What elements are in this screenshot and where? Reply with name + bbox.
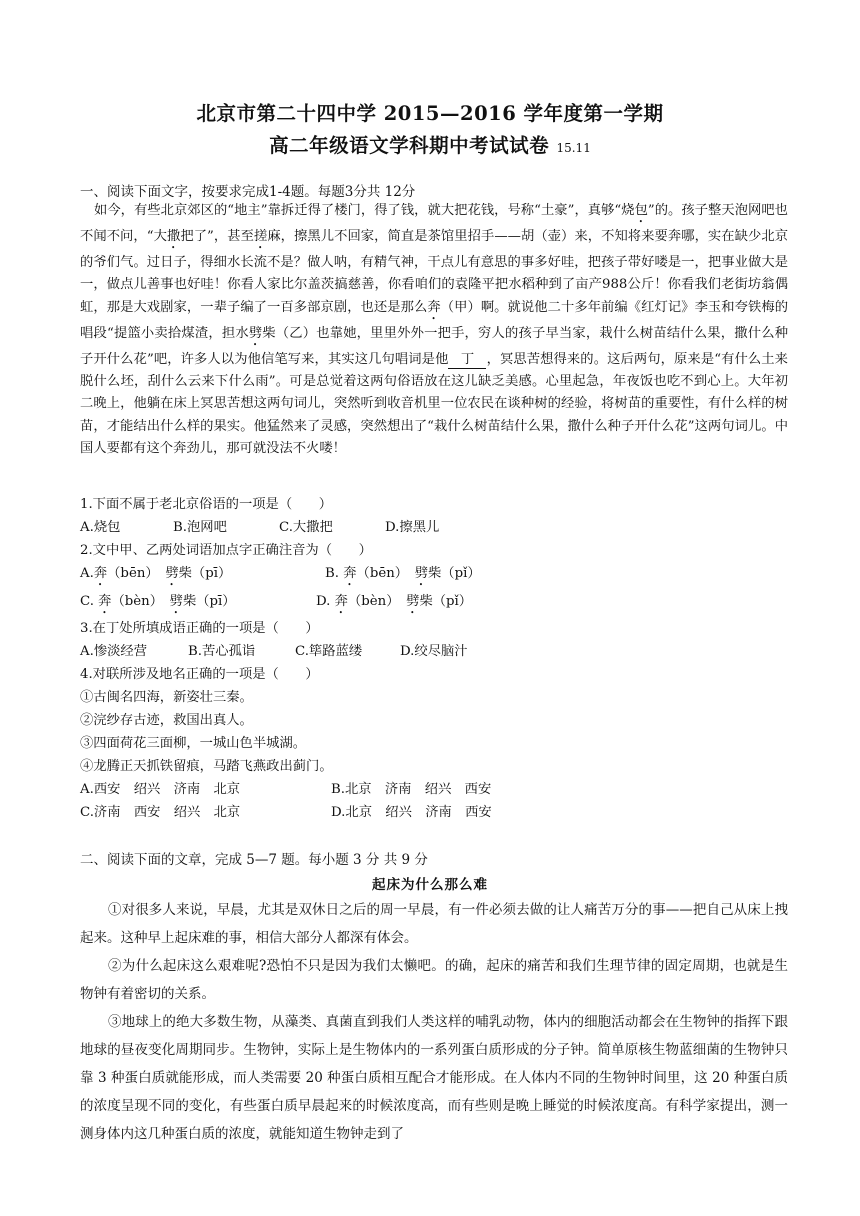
pinyin: 柴（pī） [178, 566, 232, 581]
q2-option-a [80, 562, 231, 589]
dotted-char: 奔 [343, 566, 357, 581]
passage-text: 如今，有些北京郊区的“地主”靠拆迁得了楼门，得了钱，就大把花钱，号称“土豪”，真够“烧 [94, 203, 635, 218]
dotted-char: 奔 [427, 299, 441, 315]
pinyin: 柴（pǐ） [428, 566, 481, 581]
exam-title-line1: 北京市第二十四中学 2015—2016 学年度第一学期 [196, 102, 664, 125]
passage-text: ，冥思苦想得来的。这后两句，原来是“有什么土来脱什么坯，刮什么云来下什么雨”。可是总觉着这两句俗语放在这儿缺乏美感。心里起急，年夜饭也吃不到心上。大年初二晚上，他躺在床上冥思苦想这两句词儿，突然听到收音机里一位农民在谈种树的经验，将树苗的重要性，有什么样的树苗，才能结出什么样的果实。他猛然来了灵感，突然想出了“栽什么树苗结什么果，撒什么种子开什么花”这两句词儿。中国人要都有这个奔劲儿，那可就没法不火喽！ [80, 351, 788, 457]
q1-option-a: A.烧包 [80, 520, 121, 535]
dotted-char: 奔 [334, 594, 348, 609]
dotted-char: 撒 [166, 229, 181, 244]
couplet-1: ①古闽名四海，新姿壮三秦。 [80, 690, 253, 705]
dotted-char: 奔 [98, 594, 112, 609]
passage-text: ”的。孩子整天泡网吧也不闻不问，“大 [80, 203, 788, 244]
exam-title-line2 [0, 130, 860, 158]
option-label: D. [316, 594, 331, 609]
couplet-3: ③四面荷花三面柳，一城山色半城湖。 [80, 736, 307, 751]
section1-passage [80, 200, 788, 460]
pinyin: 柴（pī） [182, 594, 236, 609]
q4-option-d: D.北京 绍兴 济南 西安 [331, 805, 492, 820]
section1-heading: 一、阅读下面文字，按要求完成1-4题。每题3分共 12分 [80, 184, 416, 200]
option-label: C. [80, 594, 94, 609]
question-4-stem: 4.对联所涉及地名正确的一项是（ ） [80, 667, 319, 682]
passage-text: 把了”，甚至 [180, 229, 254, 244]
dotted-char: 奔 [93, 566, 108, 581]
couplet-2: ②浣纱存古迹，救国出真人。 [80, 713, 253, 728]
q1-option-c: C.大撒把 [279, 520, 333, 535]
q3-option-b: B.苦心孤诣 [188, 644, 256, 659]
dotted-char: 劈 [169, 594, 183, 609]
dotted-char: 劈 [406, 594, 420, 609]
q3-option-d: D.绞尽脑汁 [400, 644, 468, 659]
dotted-char: 劈 [248, 325, 263, 341]
passage-text: 柴（乙）也靠她，里里外外一把手，穷人的孩子早当家，栽什么树苗结什么果，撒什么种子开什么花”吧，许多人以为他信笔写来，其实这几句唱词是他 [80, 325, 788, 367]
q2-option-b [325, 562, 481, 589]
dotted-char: 劈 [414, 566, 429, 581]
question-3-stem: 3.在丁处所填成语正确的一项是（ ） [80, 621, 319, 636]
q4-option-c: C.济南 西安 绍兴 北京 [80, 805, 241, 820]
pinyin: （bēn） [356, 566, 402, 581]
q1-option-d: D.擦黑儿 [385, 520, 440, 535]
article-title: 起床为什么那么难 [372, 877, 488, 893]
pinyin: （bēn） [107, 566, 153, 581]
question-1-stem: 1.下面不属于老北京俗语的一项是（ ） [80, 497, 333, 512]
article-paragraph-1: ①对很多人来说，早晨，尤其是双休日之后的周一早晨，有一件必须去做的让人痛苦万分的事——把自己从床上拽起来。这种早上起床难的事，相信大部分人都深有体会。 [80, 902, 788, 946]
article-paragraph-2: ②为什么起床这么艰难呢?恐怕不只是因为我们太懒吧。的确，起床的痛苦和我们生理节律的固定周期，也就是生物钟有着密切的关系。 [80, 958, 788, 1002]
exam-date-note: 15.11 [556, 141, 591, 155]
passage-text: 麻，擦黑儿不回家，简直是茶馆里招手——胡（壶）来，不知将来要奔哪，实在缺少北京的爷们气。过日子，得细水长流不是？做人呐，有精气神，干点儿有意思的事多好哇，把孩子带好喽是一，把事业做大是一，做点儿善事也好哇！你看人家比尔盖茨搞慈善，你看咱们的袁隆平把水稻种到了亩产988公斤！你看我们老街坊翁偶虹，那是大戏剧家，一辈子编了一百多部京剧，也还是那么 [80, 229, 788, 315]
q4-option-b: B.北京 济南 绍兴 西安 [331, 782, 492, 797]
article-paragraph-3: ③地球上的绝大多数生物，从藻类、真菌直到我们人类这样的哺乳动物，体内的细胞活动都会在生物钟的指挥下跟地球的昼夜变化周期同步。生物钟，实际上是生物体内的一系列蛋白质形成的分子钟。简单原核生物蓝细菌的生物钟只靠 3 种蛋白质就能形成，而人类需要 20 种蛋白质相互配合才能形成。在人体内不同的生物钟时间里，这 20 种蛋白质的浓度呈现不同的变化，有些蛋白质早晨起来的时候浓度高，而有些则是晚上睡觉的时候浓度高。有科学家提出，测一测身体内这几种蛋白质的浓度，就能知道生物钟走到了 [80, 1014, 788, 1142]
section2-heading: 二、阅读下面的文章，完成 5—7 题。每小题 3 分 共 9 分 [80, 852, 428, 868]
pinyin: 柴（pǐ） [419, 594, 473, 609]
exam-title-text: 高二年级语文学科期中考试试卷 [269, 134, 550, 157]
dotted-char: 包 [634, 203, 648, 218]
option-label: B. [325, 566, 339, 581]
couplet-4: ④龙腾正天抓铁留痕，马踏飞燕政出蓟门。 [80, 759, 333, 774]
q4-option-a: A.西安 绍兴 济南 北京 [80, 782, 241, 797]
q1-option-b: B.泡网吧 [173, 520, 227, 535]
q3-option-c: C.筚路蓝缕 [295, 644, 363, 659]
question-2-stem: 2.文中甲、乙两处词语加点字正确注音为（ ） [80, 543, 372, 558]
fill-blank: 丁 [448, 352, 486, 369]
dotted-char: 劈 [165, 566, 179, 581]
option-label: A. [80, 566, 94, 581]
q2-option-c [80, 590, 236, 617]
dotted-char: 搓 [253, 229, 268, 244]
q3-option-a: A.惨淡经营 [80, 644, 148, 659]
q2-option-d [316, 590, 472, 617]
pinyin: （bèn） [347, 594, 393, 609]
pinyin: （bèn） [111, 594, 157, 609]
passage-text: （甲）啊。就说他二十多年前编《红灯记》李玉和夸铁梅的唱段“提篮小卖拾煤渣，担水 [80, 299, 789, 341]
